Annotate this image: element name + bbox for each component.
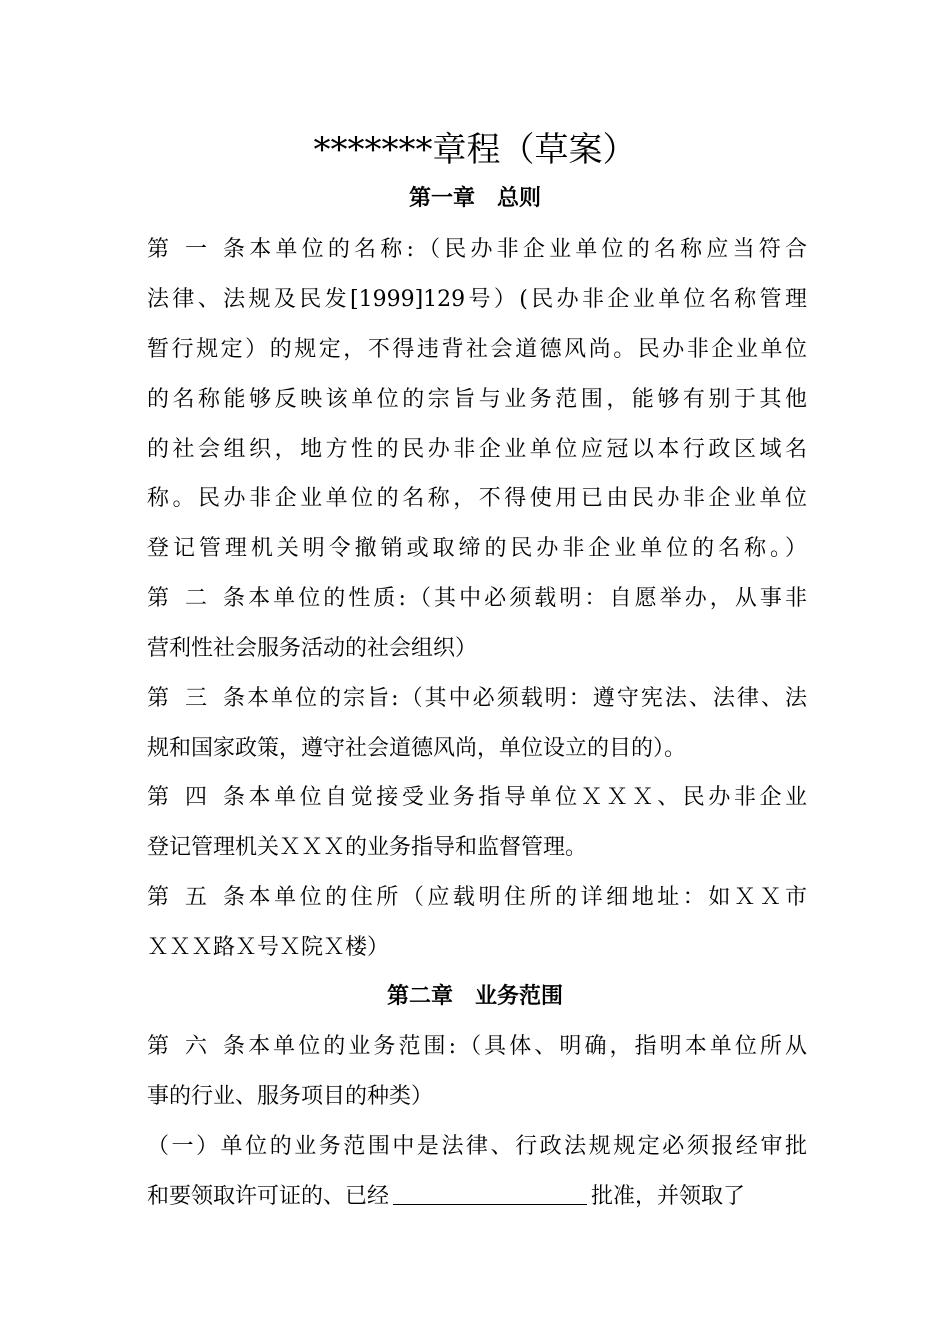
article-1-line-4: 的名称能够反映该单位的宗旨与业务范围，能够有别于其他	[147, 387, 807, 412]
article-5-text: 本单位的住所（应载明住所的详细地址：如ＸＸ市	[245, 885, 807, 910]
document-title: *******章程（草案）	[313, 130, 637, 170]
article-5-line-1	[147, 883, 807, 913]
article-6-label: 第六条	[147, 1034, 245, 1059]
article-1-line-2: 法律、法规及民发[1999]129号）(民办非企业单位名称管理	[147, 287, 807, 312]
article-4-text: 本单位自觉接受业务指导单位ＸＸＸ、民办非企业	[245, 785, 807, 810]
article-1-line-6: 称。民办非企业单位的名称，不得使用已由民办非企业单位	[147, 486, 807, 511]
article-6-text: 本单位的业务范围:（具体、明确，指明本单位所从	[245, 1034, 807, 1059]
article-1-line-3: 暂行规定）的规定，不得违背社会道德风尚。民办非企业单位	[147, 337, 807, 362]
chapter-2-heading: 第二章 业务范围	[386, 984, 563, 1009]
article-6-line-1	[147, 1032, 807, 1062]
article-1-label: 第一条	[147, 237, 245, 262]
article-6-line-2: 事的行业、服务项目的种类）	[147, 1084, 434, 1109]
article-6-item-1-line-1: （一）单位的业务范围中是法律、行政法规规定必须报经审批	[147, 1134, 807, 1159]
article-4-label: 第四条	[147, 785, 245, 810]
article-4-line-1	[147, 783, 807, 813]
item-1-text-before-blank: 和要领取许可证的、已经	[147, 1184, 390, 1209]
article-2-text: 本单位的性质:（其中必须载明：自愿举办，从事非	[245, 586, 807, 611]
article-3-text: 本单位的宗旨:（其中必须载明：遵守宪法、法律、法	[245, 686, 807, 711]
article-3-line-1	[147, 684, 807, 714]
chapter-1-heading: 第一章 总则	[408, 186, 541, 211]
article-4-line-2: 登记管理机关ＸＸＸ的业务指导和监督管理。	[147, 835, 588, 860]
article-5-label: 第五条	[147, 885, 245, 910]
article-2-line-1	[147, 584, 807, 614]
article-5-line-2: ＸＸＸ路Ｘ号Ｘ院Ｘ楼）	[147, 935, 390, 960]
article-6-item-1-line-2	[147, 1182, 807, 1212]
article-1-line-7: 登记管理机关明令撤销或取缔的民办非企业单位的名称。）	[147, 536, 807, 561]
article-2-label: 第二条	[147, 586, 245, 611]
fill-in-blank[interactable]	[393, 1182, 587, 1205]
article-3-label: 第三条	[147, 686, 245, 711]
article-1-line-5: 的社会组织，地方性的民办非企业单位应冠以本行政区域名	[147, 437, 807, 462]
item-1-text-after-blank: 批准，并领取了	[591, 1184, 746, 1209]
article-2-line-2: 营利性社会服务活动的社会组织）	[147, 636, 478, 661]
article-1-line-1	[147, 235, 807, 265]
article-3-line-2: 规和国家政策，遵守社会道德风尚，单位设立的目的）。	[147, 736, 687, 761]
article-1-text: 本单位的名称:（民办非企业单位的名称应当符合	[245, 237, 807, 262]
